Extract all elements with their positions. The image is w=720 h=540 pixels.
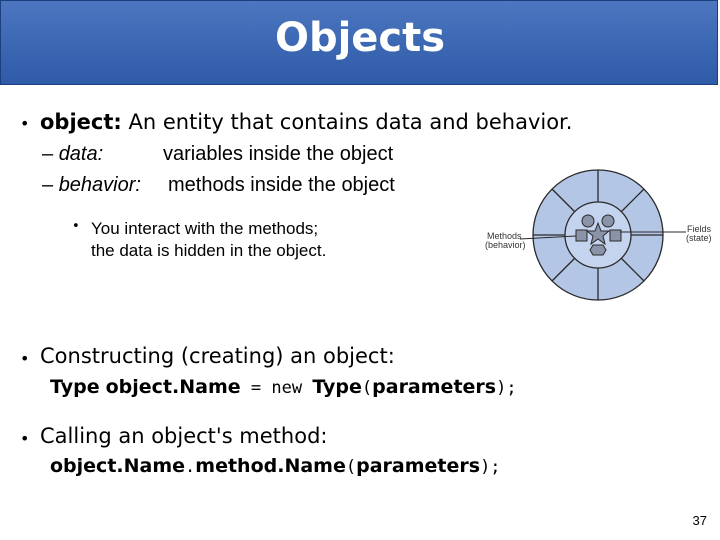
interact-note-line1: You interact with the methods; [91, 219, 319, 238]
code-object-name: object.Name [50, 455, 186, 477]
data-term: data: [58, 143, 104, 165]
calling-heading: Calling an object's method: [40, 424, 328, 448]
title-bar [0, 0, 718, 85]
square-icon [610, 230, 621, 241]
object-definition-text: An entity that contains data and behavior. [128, 110, 573, 134]
bullet-dot: • [20, 349, 30, 368]
interact-note [91, 218, 326, 262]
fields-label: Fields [687, 224, 712, 234]
methods-sub-label: (behavior) [485, 240, 526, 250]
dash: – [42, 174, 54, 196]
code-paren: ( [345, 457, 357, 477]
calling-syntax [50, 455, 501, 477]
square-icon [576, 230, 587, 241]
data-line [42, 143, 103, 166]
code-new: = new [240, 378, 313, 398]
code-type: Type [312, 376, 362, 398]
behavior-description: methods inside the object [168, 174, 395, 196]
code-object-name: object.Name [105, 376, 241, 398]
circle-icon [602, 215, 614, 227]
object-definition [40, 110, 572, 134]
dash: – [42, 143, 54, 165]
circle-icon [582, 215, 594, 227]
code-method-name: method.Name [195, 455, 346, 477]
bullet-dot: • [20, 429, 30, 448]
bullet-dot: • [20, 114, 30, 133]
code-paren: ( [361, 378, 373, 398]
bullet-dot: • [72, 219, 80, 234]
behavior-term: behavior: [58, 174, 141, 196]
methods-label: Methods [487, 231, 522, 241]
fields-sub-label: (state) [686, 233, 712, 243]
object-diagram [480, 160, 720, 310]
data-description: variables inside the object [163, 143, 394, 165]
code-parameters: parameters [356, 455, 481, 477]
behavior-line [42, 174, 141, 197]
code-end: ); [496, 378, 517, 398]
constructing-syntax [50, 376, 517, 398]
object-term: object: [40, 110, 122, 134]
page-number: 37 [692, 513, 707, 528]
slide-title: Objects [274, 15, 446, 61]
hexagon-icon [590, 245, 606, 255]
code-type: Type [50, 376, 100, 398]
constructing-heading: Constructing (creating) an object: [40, 344, 395, 368]
code-dot: . [185, 457, 196, 477]
interact-note-line2: the data is hidden in the object. [91, 241, 327, 260]
code-parameters: parameters [372, 376, 497, 398]
code-end: ); [480, 457, 501, 477]
